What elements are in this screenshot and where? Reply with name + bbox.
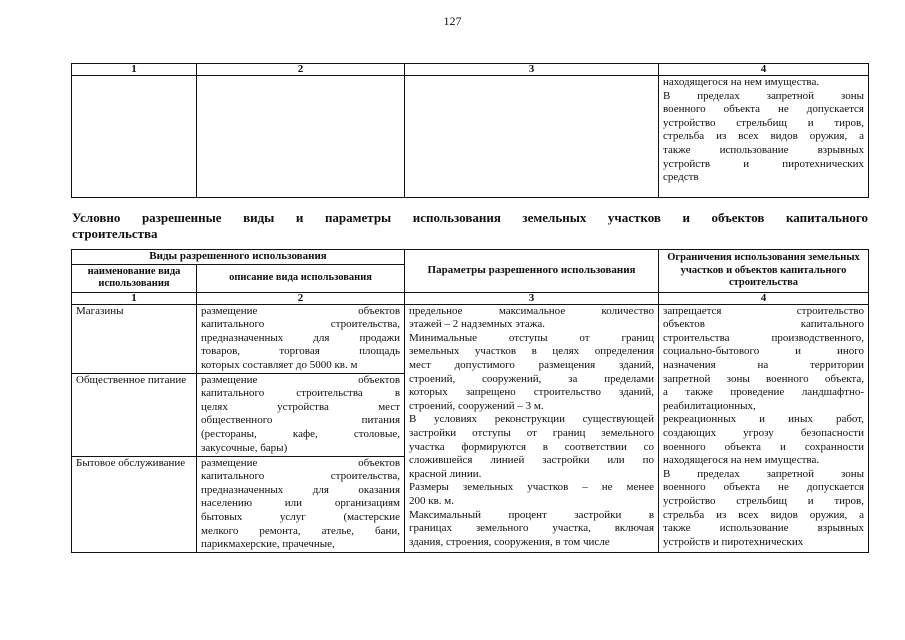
cell-text-line: предельное максимальное количество: [409, 304, 655, 317]
cell-text-line: здания, строения, сооружения, в том числе: [409, 535, 610, 548]
column-number: 1: [72, 292, 197, 304]
column-number: 2: [197, 292, 405, 304]
cell-text-line: Размеры земельных участков – не менее: [409, 481, 655, 494]
cell-text-line: земельных участков в целях определения: [409, 345, 655, 358]
cell-text-line: которых запрещено строительство зданий,: [409, 386, 655, 399]
column-number-row: [72, 64, 869, 76]
cell-text-line: Максимальный процент застройки в: [409, 508, 655, 521]
section-heading-line: строительства: [72, 226, 158, 241]
cell-text-line: строений, сооружений, за пределами: [409, 372, 655, 385]
use-name-cell: Магазины: [72, 304, 197, 373]
name-header: наименование вида использования: [72, 264, 197, 292]
cell-text-line: военного объекта не допускается: [663, 103, 864, 116]
cell-text-line: устройств и пиротехнических: [663, 157, 864, 170]
use-description-cell: [197, 373, 405, 456]
cell-text-line: мест допустимого размещения зданий,: [409, 358, 655, 371]
cell-text-line: 200 кв. м.: [409, 494, 455, 507]
cell-text-line: стрельба из всех видов оружия, а: [663, 508, 865, 521]
cell-text-line: находящегося на нем имущества.: [663, 76, 820, 88]
parameters-header: Параметры разрешенного использования: [405, 250, 659, 293]
continuation-table: [71, 63, 869, 198]
use-name-cell: Бытовое обслуживание: [72, 456, 197, 552]
cell-text-line: также использование взрывных: [663, 143, 864, 156]
empty-cell: [197, 76, 405, 198]
cell-text-line: красной линии.: [409, 467, 482, 480]
cell-text-line: предназначенных для продажи: [201, 331, 401, 344]
column-number: 4: [659, 64, 869, 76]
cell-text-line: предназначенных для оказания: [201, 483, 401, 496]
cell-text-line: В пределах запретной зоны: [663, 89, 864, 102]
header-row: [72, 250, 869, 265]
cell-text-line: мелкого ремонта, ателье, бани,: [201, 524, 401, 537]
cell-text-line: размещение объектов: [201, 304, 401, 317]
column-number: 3: [405, 64, 659, 76]
restrictions-header: Ограничения использования земельных участков и объектов капитального строительства: [659, 250, 869, 293]
empty-cell: [405, 76, 659, 198]
cell-text-line: сложившейся линией застройки или по: [409, 454, 655, 467]
cell-text-line: товаров, торговая площадь: [201, 345, 401, 358]
cell-text-line: общественного питания: [201, 414, 401, 427]
table-row: [72, 304, 869, 373]
cell-text-line: капитального строительства,: [201, 318, 401, 331]
conditional-use-table: [71, 249, 869, 553]
cell-text-line: рекреационных и иных работ,: [663, 413, 865, 426]
cell-text-line: а также проведение ландшафтно-: [663, 386, 865, 399]
cell-text-line: которых составляет до 5000 кв. м: [201, 358, 358, 371]
cell-text-line: бытовых услуг (мастерские: [201, 510, 401, 523]
cell-text-line: парикмахерские, прачечные,: [201, 538, 335, 551]
table-row: [72, 76, 869, 198]
empty-cell: [72, 76, 197, 198]
cell-text-line: размещение объектов: [201, 456, 401, 469]
cell-text-line: запретной зоны военного объекта,: [663, 372, 865, 385]
column-number: 3: [405, 292, 659, 304]
restrictions-cell: [659, 76, 869, 198]
cell-text-line: (рестораны, кафе, столовые,: [201, 427, 401, 440]
cell-text-line: назначения на территории: [663, 358, 865, 371]
cell-text-line: закусочные, бары): [201, 441, 288, 454]
cell-text-line: устройство стрельбищ и тиров,: [663, 116, 864, 129]
cell-text-line: также использование взрывных: [663, 522, 865, 535]
cell-text-line: участка формируются в соответствии со: [409, 440, 655, 453]
use-description-cell: [197, 304, 405, 373]
cell-text-line: границах земельного участка, включая: [409, 522, 655, 535]
group-header: Виды разрешенного использования: [72, 250, 405, 265]
cell-text-line: социально-бытового и иного: [663, 345, 865, 358]
page-number: 127: [443, 14, 462, 28]
cell-text-line: объектов капитального: [663, 318, 865, 331]
cell-text-line: военного объекта и сохранности: [663, 440, 865, 453]
column-number: 4: [659, 292, 869, 304]
cell-text-line: создающих угрозу безопасности: [663, 426, 865, 439]
cell-text-line: устройств и пиротехнических: [663, 535, 804, 548]
section-heading: [72, 210, 868, 242]
cell-text-line: В условиях реконструкции существующей: [409, 413, 655, 426]
cell-text-line: устройство стрельбищ и тиров,: [663, 494, 865, 507]
cell-text-line: строений, сооружений – 3 м.: [409, 399, 544, 412]
cell-text-line: находящегося на нем имущества.: [663, 454, 820, 467]
cell-text-line: этажей – 2 надземных этажа.: [409, 318, 546, 331]
description-header: описание вида использования: [197, 264, 405, 292]
column-number-row: [72, 292, 869, 304]
column-number: 2: [197, 64, 405, 76]
cell-text-line: населению или организациям: [201, 497, 401, 510]
cell-text-line: капитального строительства,: [201, 470, 401, 483]
use-description-cell: [197, 456, 405, 552]
cell-text-line: застройки отступы от границ земельного: [409, 426, 655, 439]
cell-text-line: стрельба из всех видов оружия, а: [663, 130, 864, 143]
cell-text-line: размещение объектов: [201, 373, 401, 386]
cell-text-line: средств: [663, 171, 699, 184]
restrictions-cell: [659, 304, 869, 552]
parameters-cell: [405, 304, 659, 552]
cell-text-line: целях устройства мест: [201, 400, 401, 413]
cell-text-line: военного объекта не допускается: [663, 481, 865, 494]
cell-text-line: капитального строительства в: [201, 387, 401, 400]
cell-text-line: Минимальные отступы от границ: [409, 331, 655, 344]
cell-text-line: В пределах запретной зоны: [663, 467, 865, 480]
use-name-cell: Общественное питание: [72, 373, 197, 456]
cell-text-line: реабилитационных,: [663, 399, 756, 412]
cell-text-line: запрещается строительство: [663, 304, 865, 317]
column-number: 1: [72, 64, 197, 76]
section-heading-line: Условно разрешенные виды и параметры использования земельных участков и объектов капитального: [72, 210, 868, 225]
cell-text-line: строительства производственного,: [663, 331, 865, 344]
